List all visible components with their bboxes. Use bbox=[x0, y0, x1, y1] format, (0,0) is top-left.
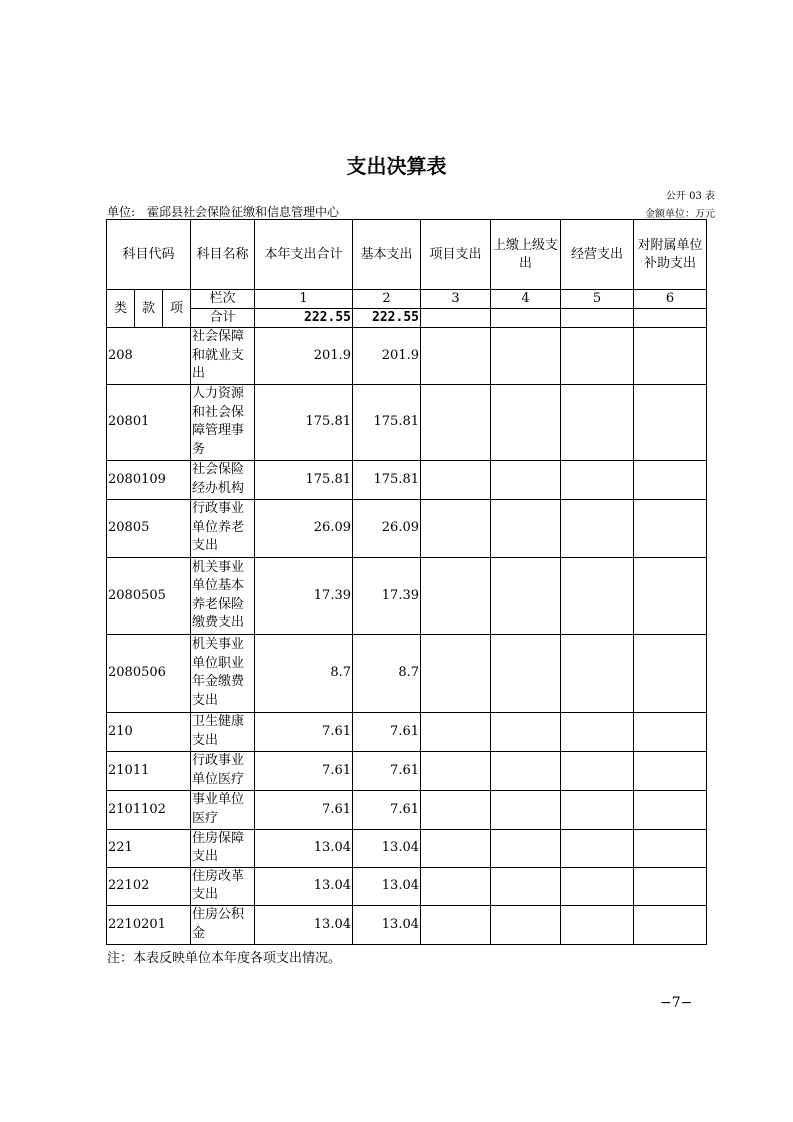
row-total: 26.09 bbox=[255, 499, 353, 557]
row-name: 卫生健康支出 bbox=[191, 712, 255, 751]
form-number: 公开 03 表 bbox=[665, 191, 715, 202]
col-index-1: 1 bbox=[255, 290, 353, 309]
total-label: 合计 bbox=[191, 309, 255, 328]
row-name: 住房改革支出 bbox=[191, 867, 255, 905]
col-index-5: 5 bbox=[561, 290, 634, 309]
row-code: 20805 bbox=[107, 499, 191, 557]
table-row bbox=[107, 634, 707, 712]
row-code: 221 bbox=[107, 829, 191, 867]
row-total: 7.61 bbox=[255, 712, 353, 751]
row-basic: 17.39 bbox=[353, 557, 421, 634]
col-index-3: 3 bbox=[421, 290, 491, 309]
row-code: 208 bbox=[107, 328, 191, 385]
row-basic: 8.7 bbox=[353, 634, 421, 712]
header-total: 本年支出合计 bbox=[255, 220, 353, 290]
row-basic: 175.81 bbox=[353, 460, 421, 499]
page-number: −7− bbox=[660, 995, 693, 1011]
header-project: 项目支出 bbox=[421, 220, 491, 290]
row-total: 201.9 bbox=[255, 328, 353, 385]
row-basic: 13.04 bbox=[353, 905, 421, 944]
unit-line bbox=[107, 203, 339, 220]
header-xiang: 项 bbox=[163, 290, 191, 328]
header-lanci: 栏次 bbox=[191, 290, 255, 309]
header-code: 科目代码 bbox=[107, 220, 191, 290]
row-basic: 13.04 bbox=[353, 867, 421, 905]
row-code: 210 bbox=[107, 712, 191, 751]
page-title: 支出决算表 bbox=[346, 154, 447, 178]
unit-name: 霍邱县社会保险征缴和信息管理中心 bbox=[147, 205, 340, 219]
row-total: 13.04 bbox=[255, 829, 353, 867]
row-code: 2080505 bbox=[107, 557, 191, 634]
row-code: 22102 bbox=[107, 867, 191, 905]
row-total: 13.04 bbox=[255, 905, 353, 944]
row-name: 住房保障支出 bbox=[191, 829, 255, 867]
row-basic: 7.61 bbox=[353, 790, 421, 829]
row-total: 7.61 bbox=[255, 751, 353, 790]
expenditure-table bbox=[106, 219, 707, 945]
row-total: 175.81 bbox=[255, 460, 353, 499]
row-name: 社会保障和就业支出 bbox=[191, 328, 255, 385]
header-lei: 类 bbox=[107, 290, 135, 328]
header-basic: 基本支出 bbox=[353, 220, 421, 290]
table-row bbox=[107, 751, 707, 790]
table-row bbox=[107, 867, 707, 905]
table-row bbox=[107, 328, 707, 385]
table-note: 注：本表反映单位本年度各项支出情况。 bbox=[107, 951, 342, 966]
row-total: 13.04 bbox=[255, 867, 353, 905]
header-name: 科目名称 bbox=[191, 220, 255, 290]
row-basic: 201.9 bbox=[353, 328, 421, 385]
column-index-row bbox=[107, 290, 707, 309]
col-index-4: 4 bbox=[491, 290, 561, 309]
row-basic: 175.81 bbox=[353, 384, 421, 460]
table-row bbox=[107, 384, 707, 460]
table-row bbox=[107, 905, 707, 944]
table-row bbox=[107, 829, 707, 867]
col-index-6: 6 bbox=[634, 290, 707, 309]
row-name: 事业单位医疗 bbox=[191, 790, 255, 829]
col-index-2: 2 bbox=[353, 290, 421, 309]
row-name: 机关事业单位基本养老保险缴费支出 bbox=[191, 557, 255, 634]
header-upper: 上缴上级支出 bbox=[491, 220, 561, 290]
table-row bbox=[107, 460, 707, 499]
row-code: 2080109 bbox=[107, 460, 191, 499]
header-business: 经营支出 bbox=[561, 220, 634, 290]
total-basic: 222.55 bbox=[353, 309, 421, 328]
table-row bbox=[107, 712, 707, 751]
row-basic: 13.04 bbox=[353, 829, 421, 867]
row-total: 7.61 bbox=[255, 790, 353, 829]
table-row bbox=[107, 557, 707, 634]
row-code: 2101102 bbox=[107, 790, 191, 829]
row-code: 21011 bbox=[107, 751, 191, 790]
total-amount: 222.55 bbox=[255, 309, 353, 328]
table-row bbox=[107, 499, 707, 557]
amount-unit: 金额单位：万元 bbox=[645, 209, 715, 220]
header-kuan: 款 bbox=[135, 290, 163, 328]
total-row bbox=[107, 309, 707, 328]
row-name: 社会保险经办机构 bbox=[191, 460, 255, 499]
row-total: 17.39 bbox=[255, 557, 353, 634]
row-code: 2080506 bbox=[107, 634, 191, 712]
row-name: 住房公积金 bbox=[191, 905, 255, 944]
row-code: 20801 bbox=[107, 384, 191, 460]
row-code: 2210201 bbox=[107, 905, 191, 944]
row-name: 行政事业单位医疗 bbox=[191, 751, 255, 790]
row-name: 机关事业单位职业年金缴费支出 bbox=[191, 634, 255, 712]
table-row bbox=[107, 790, 707, 829]
row-total: 8.7 bbox=[255, 634, 353, 712]
header-subsidiary: 对附属单位补助支出 bbox=[634, 220, 707, 290]
row-name: 人力资源和社会保障管理事务 bbox=[191, 384, 255, 460]
header-row bbox=[107, 220, 707, 290]
row-basic: 26.09 bbox=[353, 499, 421, 557]
row-name: 行政事业单位养老支出 bbox=[191, 499, 255, 557]
row-total: 175.81 bbox=[255, 384, 353, 460]
row-basic: 7.61 bbox=[353, 712, 421, 751]
unit-label: 单位: bbox=[107, 205, 136, 219]
row-basic: 7.61 bbox=[353, 751, 421, 790]
